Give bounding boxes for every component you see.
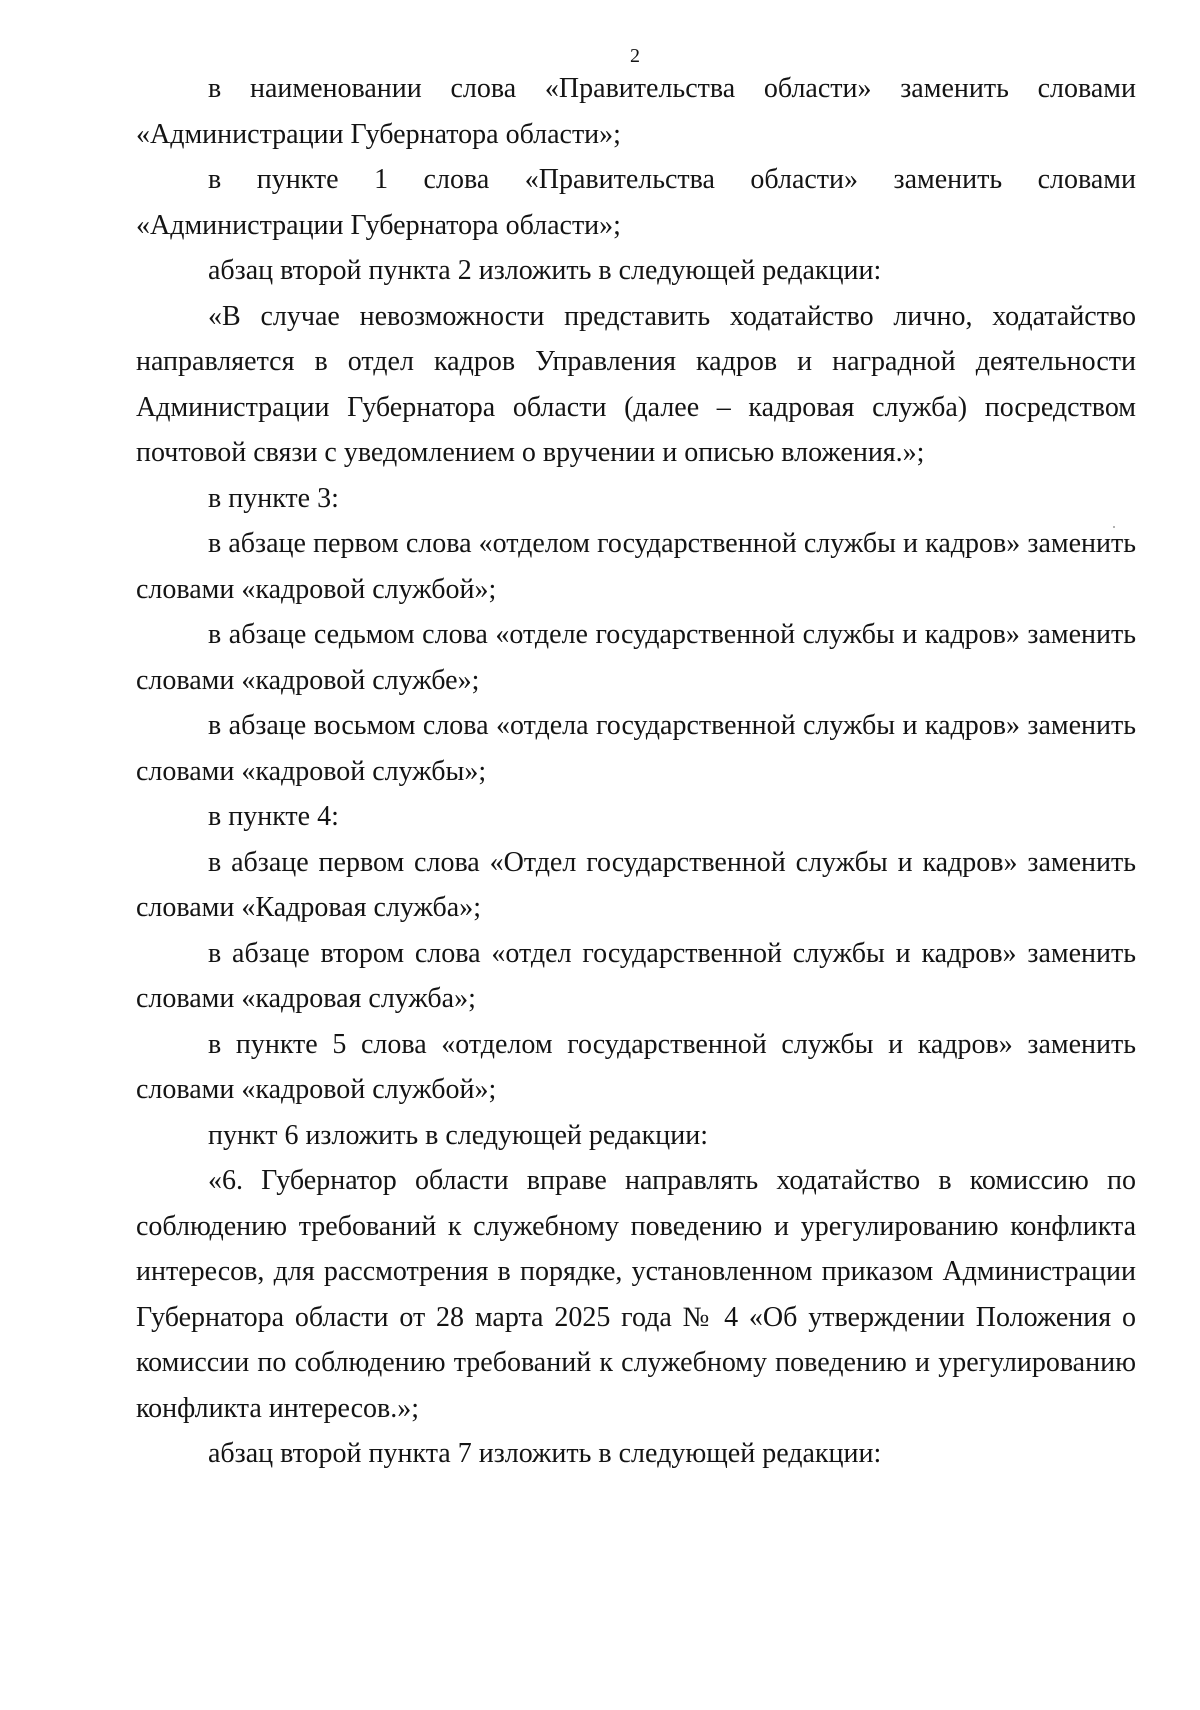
paragraph: в абзаце восьмом слова «отдела государственной службы и кадров» заменить словами «кадровой службы»;	[136, 710, 1136, 787]
paragraph: в абзаце первом слова «Отдел государственной службы и кадров» заменить словами «Кадровая служба»;	[136, 846, 1136, 923]
paragraph: в пункте 5 слова «отделом государственной службы и кадров» заменить словами «кадровой службой»;	[136, 1028, 1136, 1105]
paragraph: в пункте 4:	[208, 801, 339, 832]
paragraph: в наименовании слова «Правительства области» заменить словами «Администрации Губернатора области»;	[136, 73, 1136, 150]
paragraph: в абзаце седьмом слова «отделе государственной службы и кадров» заменить словами «кадровой службе»;	[136, 619, 1136, 696]
document-body	[136, 66, 1136, 1477]
page-number: 2	[630, 45, 640, 67]
paragraph: в абзаце втором слова «отдел государственной службы и кадров» заменить словами «кадровая служба»;	[136, 937, 1136, 1014]
paragraph: «6. Губернатор области вправе направлять ходатайство в комиссию по соблюдению требований к служебному поведению и урегулированию конфликта интересов, для рассмотрения в порядке, установленном приказом Администрации Губернатора области от 28 марта 2025 года № 4 «Об утверждении Положения о комиссии по соблюдению требований к служебному поведению и урегулированию конфликта интересов.»;	[136, 1165, 1136, 1424]
paragraph: в абзаце первом слова «отделом государственной службы и кадров» заменить словами «кадровой службой»;	[136, 528, 1136, 605]
paragraph: абзац второй пункта 7 изложить в следующей редакции:	[208, 1438, 882, 1469]
paragraph: пункт 6 изложить в следующей редакции:	[208, 1119, 708, 1151]
scan-speck	[1113, 526, 1115, 528]
paragraph: в пункте 1 слова «Правительства области» заменить словами «Администрации Губернатора области»;	[136, 164, 1136, 241]
paragraph: абзац второй пункта 2 изложить в следующей редакции:	[208, 255, 882, 286]
paragraph: «В случае невозможности представить ходатайство лично, ходатайство направляется в отдел кадров Управления кадров и наградной деятельности Администрации Губернатора области (далее – кадровая служба) посредством почтовой связи с уведомлением о вручении и описью вложения.»;	[136, 300, 1136, 468]
paragraph: в пункте 3:	[208, 482, 339, 514]
